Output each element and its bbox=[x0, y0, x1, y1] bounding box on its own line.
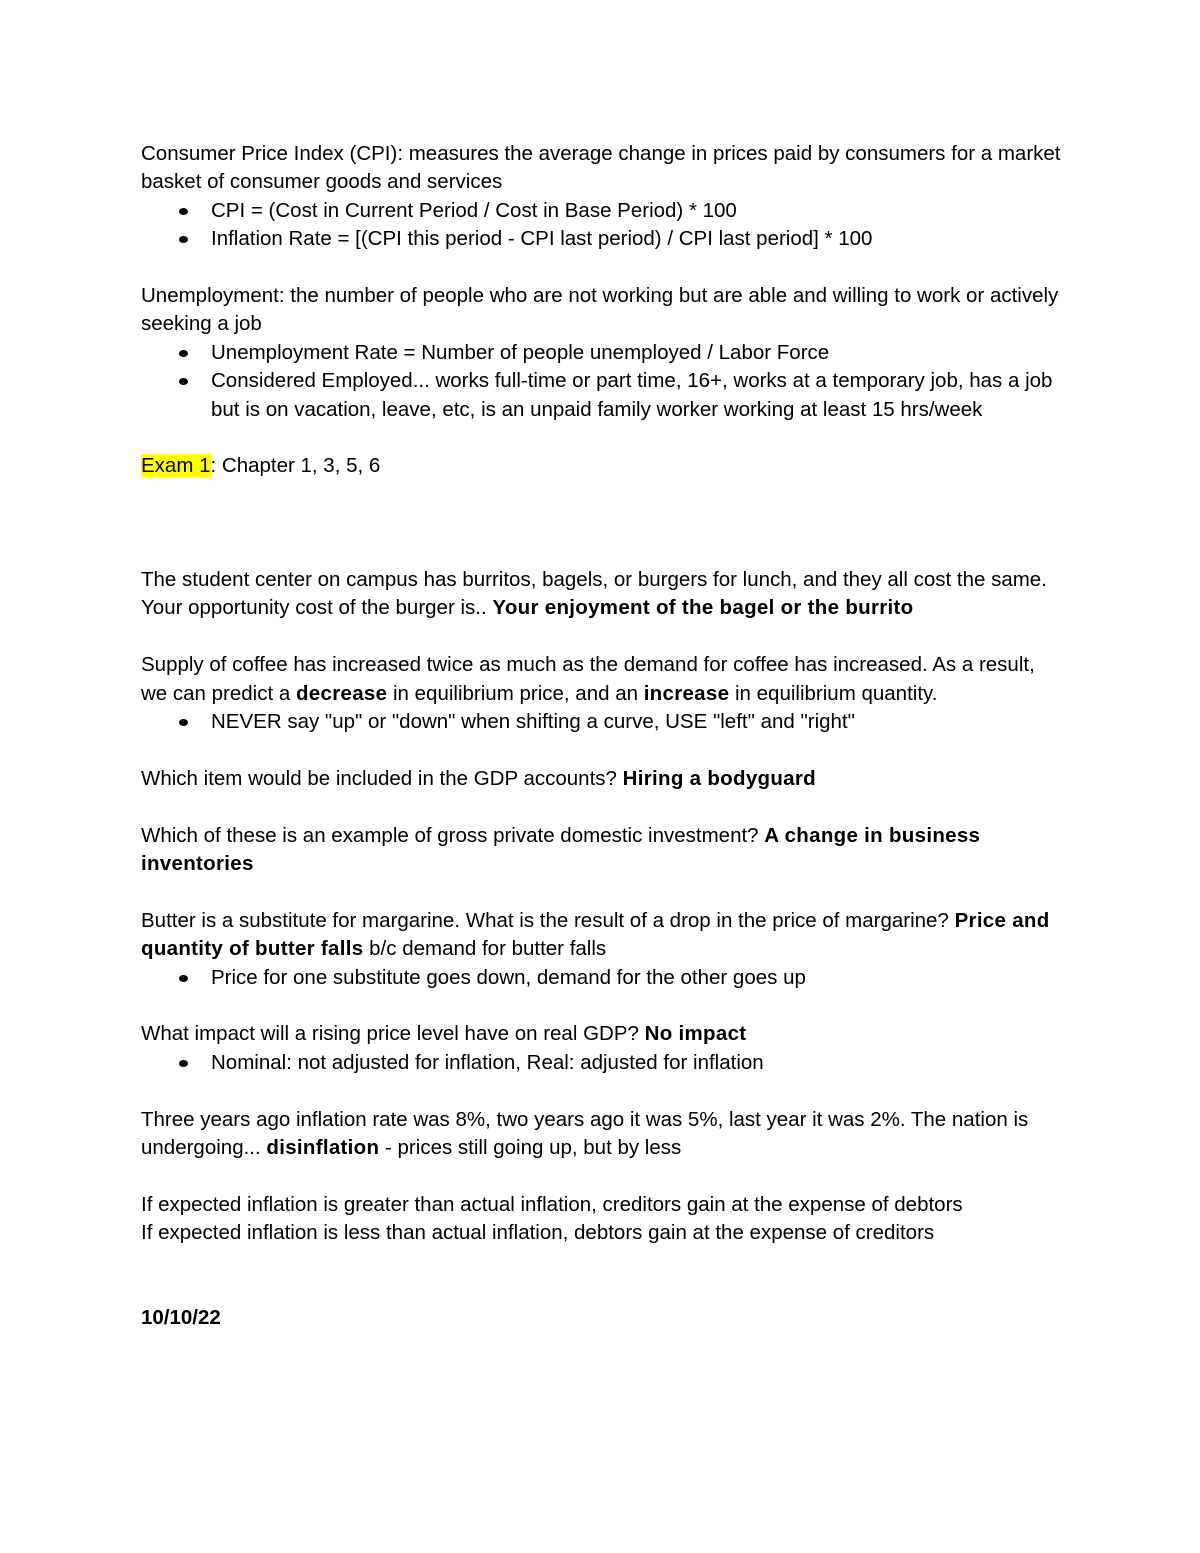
cpi-definition: Consumer Price Index (CPI): measures the average change in prices paid by consumers for a market basket of consumer goods and services bbox=[141, 142, 1061, 194]
list-item: CPI = (Cost in Current Period / Cost in Base Period) * 100 bbox=[141, 197, 1061, 225]
question-coffee bbox=[141, 651, 1061, 708]
question-text: Which item would be included in the GDP accounts? bbox=[141, 766, 623, 790]
unemployment-bullet-list bbox=[141, 339, 1061, 424]
list-item: Price for one substitute goes down, demand for the other goes up bbox=[141, 964, 1061, 992]
butter-bullet-list bbox=[141, 964, 1061, 992]
question-student-center bbox=[141, 566, 1061, 623]
answer-text: disinflation bbox=[266, 1136, 380, 1160]
date-heading: 10/10/22 bbox=[141, 1306, 221, 1330]
real-gdp-bullet-list bbox=[141, 1049, 1061, 1077]
document-page bbox=[141, 140, 1061, 1333]
question-gdp-item bbox=[141, 765, 1061, 793]
question-text: Which of these is an example of gross private domestic investment? bbox=[141, 823, 765, 847]
question-text: in equilibrium quantity. bbox=[729, 681, 938, 705]
answer-text: A change in business inventories bbox=[141, 823, 981, 876]
question-text: The student center on campus has burritos, bagels, or burgers for lunch, and they all cost the same. Your opportunity cost of the burger is.. bbox=[141, 568, 1047, 620]
question-text: Three years ago inflation rate was 8%, two years ago it was 5%, last year it was 2%. The nation is undergoing... bbox=[141, 1107, 1029, 1160]
list-item: Unemployment Rate = Number of people unemployed / Labor Force bbox=[141, 339, 1061, 367]
expected-inflation-line-2: If expected inflation is less than actual inflation, debtors gain at the expense of creditors bbox=[141, 1221, 935, 1245]
list-item: Nominal: not adjusted for inflation, Real: adjusted for inflation bbox=[141, 1049, 1061, 1077]
exam-line bbox=[141, 452, 1061, 480]
cpi-bullet-list bbox=[141, 197, 1061, 254]
question-real-gdp bbox=[141, 1020, 1061, 1048]
answer-text: decrease bbox=[295, 681, 388, 705]
coffee-bullet-list bbox=[141, 708, 1061, 736]
list-item: Inflation Rate = [(CPI this period - CPI last period) / CPI last period] * 100 bbox=[141, 225, 1061, 253]
answer-text: Your enjoyment of the bagel or the burrito bbox=[492, 596, 914, 620]
question-investment bbox=[141, 822, 1061, 879]
exam-chapters: : Chapter 1, 3, 5, 6 bbox=[210, 454, 381, 478]
answer-text: increase bbox=[643, 681, 730, 705]
list-item: NEVER say "up" or "down" when shifting a curve, USE "left" and "right" bbox=[141, 708, 1061, 736]
exam-label-highlight: Exam 1 bbox=[141, 454, 211, 478]
question-butter bbox=[141, 907, 1061, 964]
answer-text: No impact bbox=[644, 1022, 747, 1046]
question-text: Butter is a substitute for margarine. What is the result of a drop in the price of margarine? bbox=[141, 908, 955, 932]
list-item: Considered Employed... works full-time or part time, 16+, works at a temporary job, has a job but is on vacation, leave, etc, is an unpaid family worker working at least 15 hrs/week bbox=[141, 367, 1061, 424]
answer-text: Price and quantity of butter falls bbox=[141, 908, 1050, 961]
question-text: Supply of coffee has increased twice as much as the demand for coffee has increased. As a result, we can predict a bbox=[141, 653, 1035, 705]
answer-text: Hiring a bodyguard bbox=[622, 766, 816, 790]
question-disinflation bbox=[141, 1106, 1061, 1163]
question-text: in equilibrium price, and an bbox=[387, 681, 644, 705]
unemployment-definition: Unemployment: the number of people who are not working but are able and willing to work or actively seeking a job bbox=[141, 284, 1059, 336]
expected-inflation-line-1: If expected inflation is greater than actual inflation, creditors gain at the expense of debtors bbox=[141, 1192, 963, 1216]
question-text: What impact will a rising price level have on real GDP? bbox=[141, 1022, 645, 1046]
question-text: b/c demand for butter falls bbox=[363, 937, 607, 961]
question-text: - prices still going up, but by less bbox=[379, 1136, 682, 1160]
